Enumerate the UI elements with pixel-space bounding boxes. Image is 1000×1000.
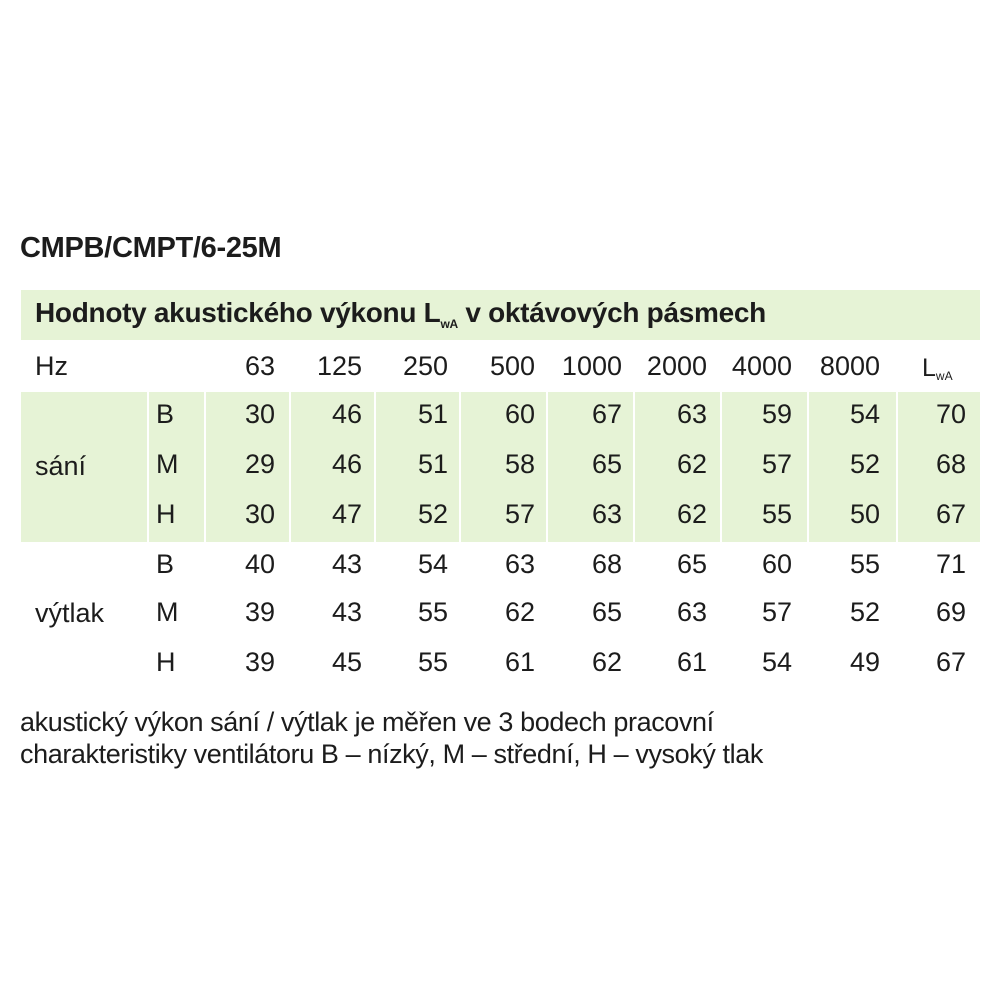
footnote — [20, 706, 763, 770]
table-cell-value: 46 — [331, 449, 362, 479]
header-hz: Hz — [35, 351, 68, 381]
table-cell-value: 62 — [591, 647, 622, 677]
table-cell-value: 68 — [935, 449, 966, 479]
table-cell-value: 57 — [761, 597, 792, 627]
model-title: CMPB/CMPT/6-25M — [20, 232, 282, 264]
header-frequency: 250 — [402, 351, 448, 381]
table-cell-value: 63 — [591, 499, 622, 529]
footnote-line-1: akustický výkon sání / výtlak je měřen ve 3 bodech pracovní — [20, 707, 714, 737]
table-cell-value: 55 — [417, 647, 448, 677]
table-cell-value: 67 — [935, 647, 966, 677]
table-cell-value: 63 — [504, 549, 535, 579]
table-cell-value: 65 — [676, 549, 707, 579]
footnote-line-2: charakteristiky ventilátoru B – nízký, M – střední, H – vysoký tlak — [20, 739, 763, 769]
table-cell-value: 55 — [417, 597, 448, 627]
table-cell-value: 39 — [244, 647, 275, 677]
header-frequency: 125 — [316, 351, 362, 381]
header-lwa-main: L — [922, 354, 936, 382]
table-cell-value: 29 — [244, 449, 275, 479]
table-cell-value: 65 — [591, 449, 622, 479]
table-cell-value: 30 — [244, 399, 275, 429]
table-cell-value: 65 — [591, 597, 622, 627]
table-cell-value: 69 — [935, 597, 966, 627]
table-cell-value: 50 — [849, 499, 880, 529]
table-cell-value: 52 — [849, 597, 880, 627]
table-cell-value: 63 — [676, 399, 707, 429]
table-cell-value: 52 — [849, 449, 880, 479]
table-cell-value: 54 — [849, 399, 880, 429]
row-level: M — [156, 449, 179, 479]
table-banner-title — [35, 297, 766, 329]
row-level: H — [156, 499, 176, 529]
table-cell-value: 70 — [935, 399, 966, 429]
table-cell-value: 60 — [761, 549, 792, 579]
header-frequency: 8000 — [819, 351, 880, 381]
table-cell-value: 62 — [504, 597, 535, 627]
header-frequency: 500 — [489, 351, 535, 381]
table-cell-value: 54 — [761, 647, 792, 677]
table-cell-value: 61 — [676, 647, 707, 677]
table-cell-value: 55 — [761, 499, 792, 529]
table-cell-value: 67 — [591, 399, 622, 429]
table-cell-value: 59 — [761, 399, 792, 429]
table-cell-value: 49 — [849, 647, 880, 677]
table-cell-value: 55 — [849, 549, 880, 579]
table-cell-value: 51 — [417, 399, 448, 429]
table-cell-value: 68 — [591, 549, 622, 579]
header-frequency: 2000 — [646, 351, 707, 381]
table-cell-value: 57 — [761, 449, 792, 479]
header-lwa — [922, 352, 953, 388]
header-frequency: 4000 — [731, 351, 792, 381]
table-cell-value: 52 — [417, 499, 448, 529]
table-cell-value: 43 — [331, 549, 362, 579]
table-cell-value: 63 — [676, 597, 707, 627]
row-level: M — [156, 597, 179, 627]
group-label: výtlak — [35, 598, 105, 628]
header-lwa-sub: wA — [935, 369, 953, 383]
table-cell-value: 60 — [504, 399, 535, 429]
banner-text-part1: Hodnoty akustického výkonu L — [35, 297, 441, 328]
table-cell-value: 54 — [417, 549, 448, 579]
header-frequency: 63 — [244, 351, 275, 381]
table-cell-value: 61 — [504, 647, 535, 677]
table-cell-value: 45 — [331, 647, 362, 677]
table-cell-value: 51 — [417, 449, 448, 479]
row-level: B — [156, 549, 175, 579]
row-level: B — [156, 399, 175, 429]
table-cell-value: 47 — [331, 499, 362, 529]
table-cell-value: 40 — [244, 549, 275, 579]
header-frequency: 1000 — [561, 351, 622, 381]
table-cell-value: 62 — [676, 449, 707, 479]
table-cell-value: 43 — [331, 597, 362, 627]
table-cell-value: 71 — [935, 549, 966, 579]
banner-text-part2: v oktávových pásmech — [457, 297, 766, 328]
row-level: H — [156, 647, 176, 677]
table-cell-value: 46 — [331, 399, 362, 429]
table-cell-value: 30 — [244, 499, 275, 529]
table-cell-value: 62 — [676, 499, 707, 529]
group-label: sání — [35, 451, 87, 481]
banner-subscript: wA — [440, 317, 458, 331]
table-cell-value: 67 — [935, 499, 966, 529]
table-cell-value: 57 — [504, 499, 535, 529]
table-cell-value: 39 — [244, 597, 275, 627]
table-cell-value: 58 — [504, 449, 535, 479]
